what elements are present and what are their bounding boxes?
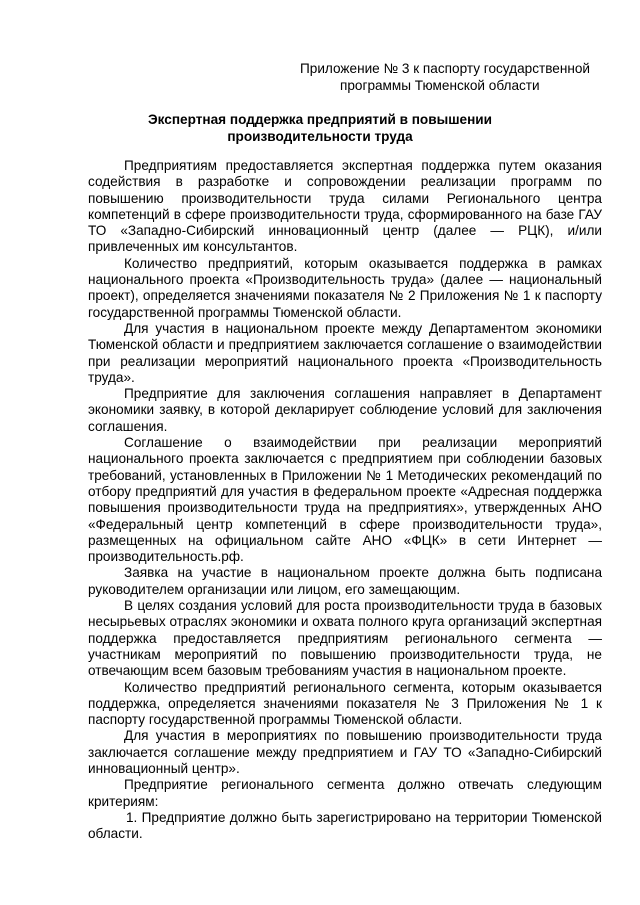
paragraph: Заявка на участие в национальном проекте должна быть подписана руководителем организации или лицом, его замещающим. bbox=[88, 565, 602, 597]
title-line-1: Экспертная поддержка предприятий в повышении bbox=[147, 112, 493, 127]
paragraph: Предприятие для заключения соглашения направляет в Департамент экономики заявку, в которой декларирует соблюдение условий для заключения соглашения. bbox=[88, 386, 602, 434]
paragraph: Количество предприятий, которым оказывается поддержка в рамках национального проекта «Производительность труда» (далее — национальный проект), определяется значениями показателя № 2 Приложения № 1 к паспорту государственной программы Тюменской области. bbox=[88, 255, 602, 320]
title-line-2: производительности труда bbox=[227, 128, 413, 144]
document-title bbox=[90, 112, 550, 145]
paragraph: Предприятиям предоставляется экспертная поддержка путем оказания содействия в разработке и сопровождении реализации программ по повышению производительности труда силами Регионального центра компетенций в сфере производительности труда, сформированного на базе ГАУ ТО «Западно-Сибирский инновационный центр (далее — РЦК), и/или привлеченных им консультантов. bbox=[88, 158, 602, 255]
document-body bbox=[88, 158, 602, 842]
paragraph: Предприятие регионального сегмента должно отвечать следующим критериям: bbox=[88, 777, 602, 809]
criteria-list-item: 1. Предприятие должно быть зарегистрировано на территории Тюменской области. bbox=[88, 809, 602, 842]
paragraph: Количество предприятий регионального сегмента, которым оказывается поддержка, определяется значениями показателя № 3 Приложения № 1 к паспорту государственной программы Тюменской области. bbox=[88, 679, 602, 728]
annex-header bbox=[300, 61, 605, 94]
annex-line-2: программы Тюменской области bbox=[340, 77, 540, 93]
paragraph: Соглашение о взаимодействии при реализации мероприятий национального проекта заключается с предприятием при соблюдении базовых требований, установленных в Приложении № 1 Методических рекомендаций по отбору предприятий для участия в федеральном проекте «Адресная поддержка повышения производительности труда на предприятиях», утвержденных АНО «Федеральный центр компетенций в сфере производительности труда», размещенных на официальном сайте АНО «ФЦК» в сети Интернет — производительность.рф. bbox=[88, 435, 602, 565]
annex-line-1: Приложение № 3 к паспорту государственной bbox=[300, 61, 591, 76]
paragraph: Для участия в мероприятиях по повышению производительности труда заключается соглашение между предприятием и ГАУ ТО «Западно-Сибирский инновационный центр». bbox=[88, 728, 602, 776]
paragraph: Для участия в национальном проекте между Департаментом экономики Тюменской области и предприятием заключается соглашение о взаимодействии при реализации мероприятий национального проекта «Производительность труда». bbox=[88, 320, 602, 385]
paragraph: В целях создания условий для роста производительности труда в базовых несырьевых отраслях экономики и охвата полного круга организаций экспертная поддержка предоставляется предприятиям регионального сегмента — участникам мероприятий по повышению производительности труда, не отвечающим всем базовым требованиям участия в национальном проекте. bbox=[88, 598, 602, 679]
